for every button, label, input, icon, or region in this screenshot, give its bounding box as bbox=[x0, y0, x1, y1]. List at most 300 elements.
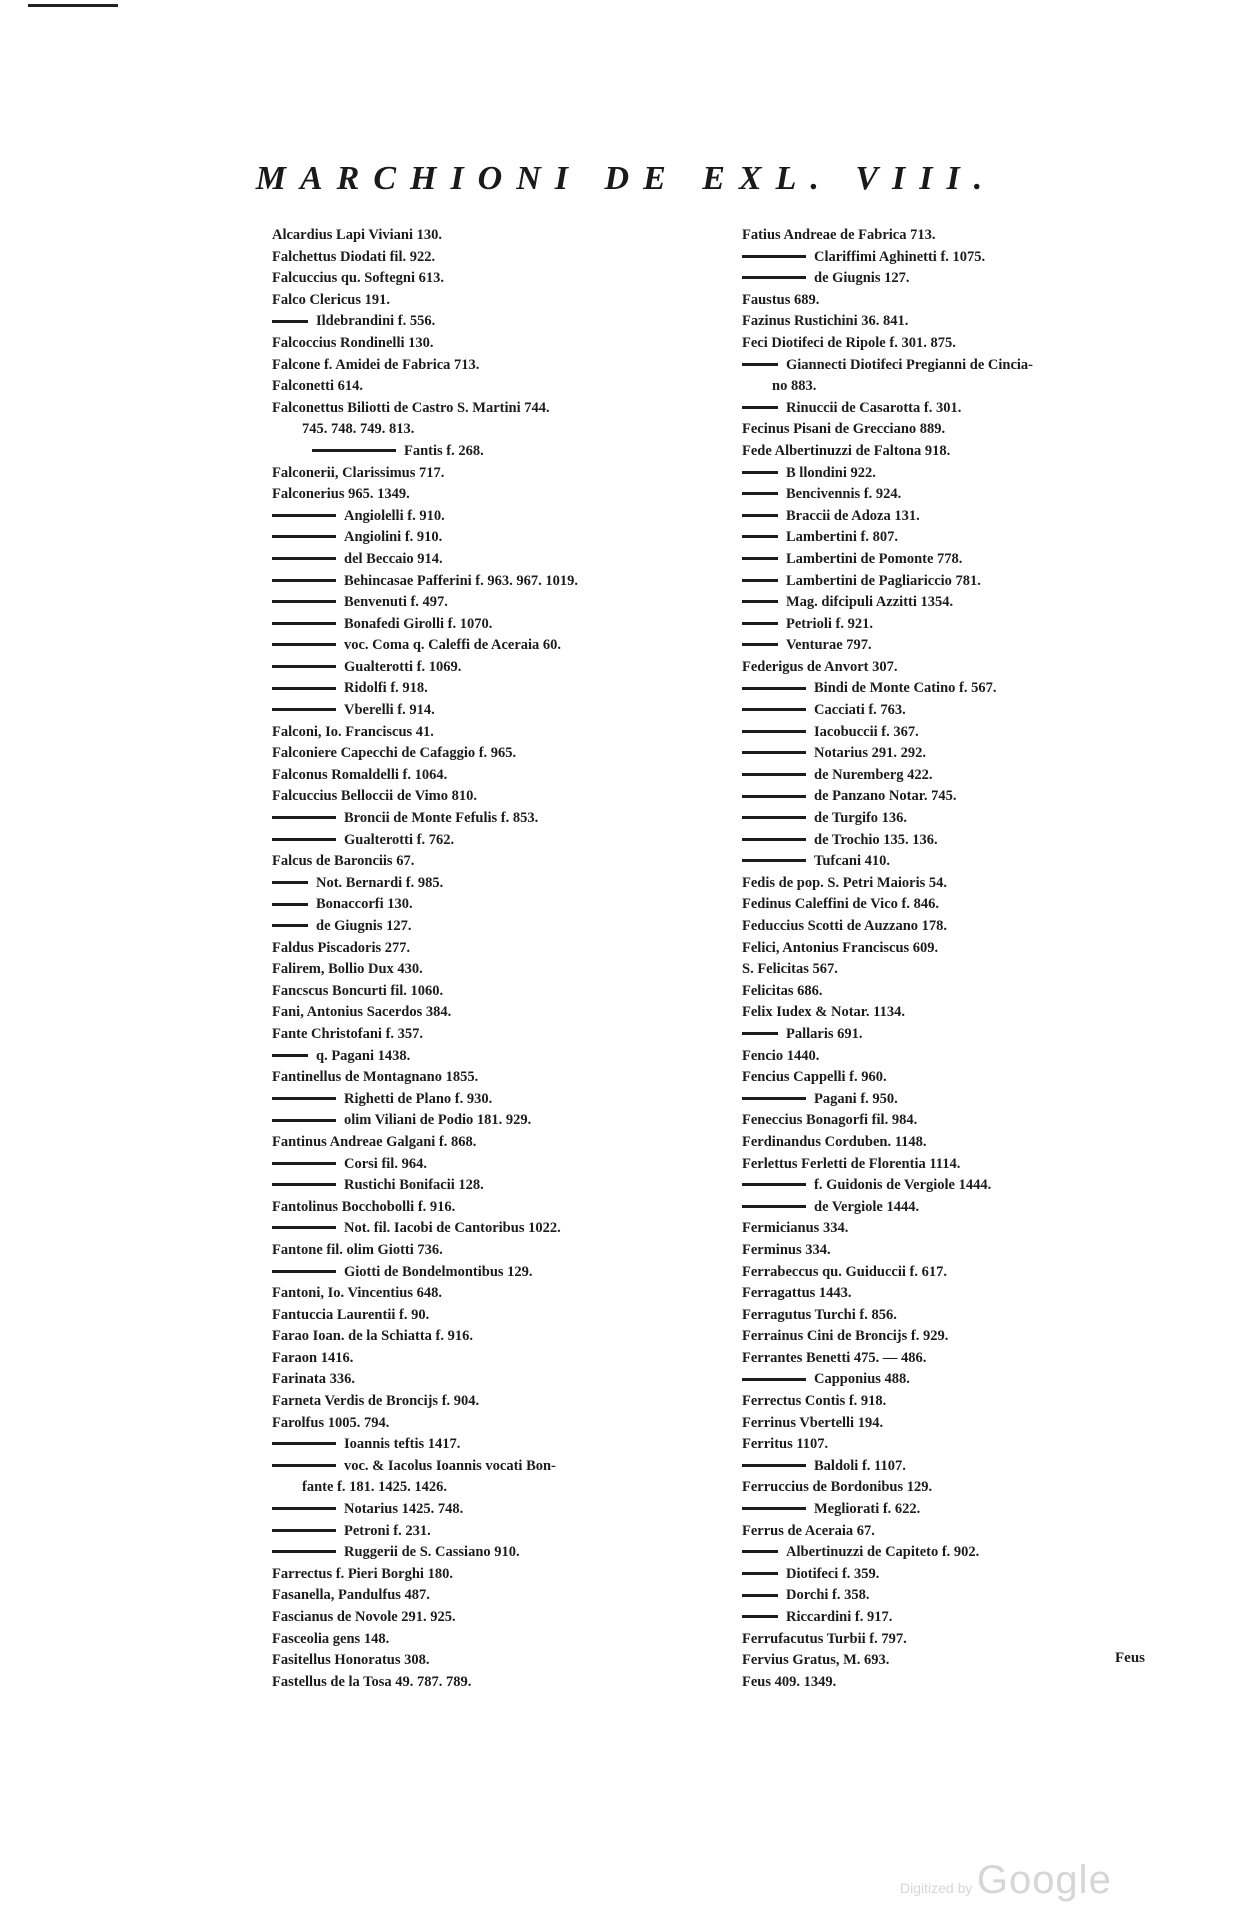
ditto-dash bbox=[742, 276, 806, 279]
ditto-dash bbox=[742, 406, 778, 409]
ditto-dash bbox=[272, 1270, 336, 1273]
index-entry-text: f. Guidonis de Vergiole 1444. bbox=[814, 1177, 992, 1194]
index-entry bbox=[742, 355, 1142, 377]
index-entry-text: Ferragutus Turchi f. 856. bbox=[742, 1306, 897, 1323]
index-entry bbox=[272, 786, 742, 808]
ditto-dash bbox=[742, 1464, 806, 1467]
index-entry bbox=[272, 1240, 742, 1262]
index-entry-text: Fantis f. 268. bbox=[404, 442, 484, 459]
index-entry bbox=[272, 916, 742, 938]
index-entry-text: de Vergiole 1444. bbox=[814, 1198, 920, 1215]
ditto-dash bbox=[272, 1550, 336, 1553]
index-entry bbox=[272, 678, 742, 700]
index-entry bbox=[742, 571, 1142, 593]
top-rule bbox=[28, 4, 118, 7]
index-entry-text: Righetti de Plano f. 930. bbox=[344, 1090, 493, 1107]
index-entry bbox=[742, 1456, 1142, 1478]
index-entry bbox=[272, 1456, 742, 1478]
index-entry bbox=[272, 419, 742, 441]
index-entry-text: Angiolini f. 910. bbox=[344, 529, 443, 546]
index-entry-text: Ferrainus Cini de Broncijs f. 929. bbox=[742, 1328, 949, 1345]
index-entry-text: Gualterotti f. 762. bbox=[344, 831, 455, 848]
index-entry bbox=[742, 463, 1142, 485]
ditto-dash bbox=[742, 600, 778, 603]
index-entry-text: Falcus de Baronciis 67. bbox=[272, 853, 415, 870]
index-entry-text: Fantinellus de Montagnano 1855. bbox=[272, 1069, 479, 1086]
index-entry-text: Fancscus Boncurti fil. 1060. bbox=[272, 982, 444, 999]
ditto-dash bbox=[742, 730, 806, 733]
index-entry-text: Falconetti 614. bbox=[272, 378, 364, 395]
index-entry-text: Fede Albertinuzzi de Faltona 918. bbox=[742, 442, 951, 459]
index-entry-text: Notarius 291. 292. bbox=[814, 745, 926, 762]
ditto-dash bbox=[742, 838, 806, 841]
index-entry-text: Albertinuzzi de Capiteto f. 902. bbox=[786, 1544, 980, 1561]
index-entry-text: Fazinus Rustichini 36. 841. bbox=[742, 313, 909, 330]
index-entry bbox=[272, 700, 742, 722]
index-entry-text: Ferlettus Ferletti de Florentia 1114. bbox=[742, 1155, 961, 1172]
index-entry-text: Ferrabeccus qu. Guiduccii f. 617. bbox=[742, 1263, 948, 1280]
index-entry bbox=[742, 1672, 1142, 1694]
index-entry-text: Rinuccii de Casarotta f. 301. bbox=[786, 399, 962, 416]
index-entry bbox=[742, 1477, 1142, 1499]
ditto-dash bbox=[272, 838, 336, 841]
index-entry-text: de Giugnis 127. bbox=[316, 918, 412, 934]
ditto-dash bbox=[742, 1378, 806, 1381]
index-entry-text: de Turgifo 136. bbox=[814, 810, 908, 827]
index-entry bbox=[742, 506, 1142, 528]
index-entry bbox=[272, 527, 742, 549]
ditto-dash bbox=[272, 320, 308, 323]
index-entry bbox=[742, 1348, 1142, 1370]
index-entry bbox=[272, 722, 742, 744]
ditto-dash bbox=[742, 471, 778, 474]
index-entry-text: Ridolfi f. 918. bbox=[344, 680, 428, 697]
ditto-dash bbox=[272, 622, 336, 625]
index-entry-text: Bindi de Monte Catino f. 567. bbox=[814, 680, 997, 697]
index-entry-text: fante f. 181. 1425. 1426. bbox=[302, 1479, 447, 1496]
index-entry-text: Farao Ioan. de la Schiatta f. 916. bbox=[272, 1328, 473, 1345]
index-entry bbox=[272, 549, 742, 571]
index-entry-text: Ferrus de Aceraia 67. bbox=[742, 1522, 875, 1539]
index-entry-text: Venturae 797. bbox=[786, 637, 872, 654]
ditto-dash bbox=[272, 643, 336, 646]
index-entry bbox=[272, 1326, 742, 1348]
index-entry bbox=[742, 1305, 1142, 1327]
index-entry bbox=[742, 1521, 1142, 1543]
watermark bbox=[900, 1858, 1112, 1903]
index-entry-text: Fantinus Andreae Galgani f. 868. bbox=[272, 1133, 477, 1150]
index-entry bbox=[272, 614, 742, 636]
index-entry bbox=[742, 1499, 1142, 1521]
index-entry bbox=[742, 894, 1142, 916]
index-entry-text: Falconerius 965. 1349. bbox=[272, 486, 410, 503]
ditto-dash bbox=[272, 600, 336, 603]
index-entry bbox=[272, 657, 742, 679]
index-entry-text: Riccardini f. 917. bbox=[786, 1609, 893, 1625]
index-entry bbox=[742, 938, 1142, 960]
index-entry-text: Alcardius Lapi Viviani 130. bbox=[272, 227, 443, 243]
index-entry-text: Felicitas 686. bbox=[742, 982, 823, 999]
index-entry bbox=[742, 678, 1142, 700]
index-entry-text: Cacciati f. 763. bbox=[814, 702, 906, 719]
index-entry-text: Fencio 1440. bbox=[742, 1047, 820, 1064]
index-entry-text: Megliorati f. 622. bbox=[814, 1501, 921, 1518]
index-entry-text: Falconus Romaldelli f. 1064. bbox=[272, 766, 448, 783]
index-entry bbox=[272, 268, 742, 290]
ditto-dash bbox=[742, 492, 778, 495]
index-entry bbox=[272, 1218, 742, 1240]
index-entry-text: Ildebrandini f. 556. bbox=[316, 313, 436, 330]
index-entry bbox=[742, 1154, 1142, 1176]
index-entry-text: Falcoccius Rondinelli 130. bbox=[272, 334, 434, 351]
index-entry-text: Clariffimi Aghinetti f. 1075. bbox=[814, 248, 986, 265]
index-entry-text: Feduccius Scotti de Auzzano 178. bbox=[742, 918, 948, 934]
page-heading: MARCHIONI DE EXL. VIII. bbox=[255, 160, 997, 197]
index-entry-text: Fantolinus Bocchobolli f. 916. bbox=[272, 1198, 456, 1215]
index-entry-text: q. Pagani 1438. bbox=[316, 1047, 411, 1064]
ditto-dash bbox=[742, 1183, 806, 1186]
index-entry bbox=[272, 1391, 742, 1413]
index-entry-text: Fedis de pop. S. Petri Maioris 54. bbox=[742, 874, 948, 891]
index-entry bbox=[742, 484, 1142, 506]
index-entry-text: Baldoli f. 1107. bbox=[814, 1457, 906, 1474]
index-entry bbox=[742, 1262, 1142, 1284]
index-entry bbox=[272, 765, 742, 787]
index-entry bbox=[742, 765, 1142, 787]
index-entry-text: Falcuccius qu. Softegni 613. bbox=[272, 270, 444, 287]
index-entry bbox=[742, 398, 1142, 420]
index-entry bbox=[742, 376, 1142, 398]
ditto-dash bbox=[272, 816, 336, 819]
index-entry bbox=[742, 290, 1142, 312]
index-entry-text: de Panzano Notar. 745. bbox=[814, 788, 957, 805]
ditto-dash bbox=[742, 1032, 778, 1035]
index-entry bbox=[742, 1326, 1142, 1348]
index-entry-text: no 883. bbox=[772, 378, 817, 395]
index-entry bbox=[272, 808, 742, 830]
index-entry bbox=[742, 1067, 1142, 1089]
ditto-dash bbox=[272, 687, 336, 690]
ditto-dash bbox=[742, 859, 806, 862]
ditto-dash bbox=[272, 1097, 336, 1100]
index-entry bbox=[272, 1110, 742, 1132]
index-entry-text: de Nuremberg 422. bbox=[814, 766, 933, 783]
index-entry-text: Petroni f. 231. bbox=[344, 1522, 431, 1539]
index-entry-text: Federigus de Anvort 307. bbox=[742, 658, 898, 675]
ditto-dash bbox=[742, 1594, 778, 1597]
index-entry bbox=[272, 1564, 742, 1586]
index-entry bbox=[742, 1089, 1142, 1111]
ditto-dash bbox=[742, 751, 806, 754]
ditto-dash bbox=[742, 363, 778, 366]
index-entry-text: de Trochio 135. 136. bbox=[814, 831, 938, 848]
ditto-dash bbox=[272, 1054, 308, 1057]
index-entry bbox=[742, 333, 1142, 355]
index-entry bbox=[272, 355, 742, 377]
index-entry-text: Feci Diotifeci de Ripole f. 301. 875. bbox=[742, 334, 956, 351]
index-entry bbox=[272, 247, 742, 269]
index-entry bbox=[272, 1672, 742, 1694]
ditto-dash bbox=[742, 1507, 806, 1510]
ditto-dash bbox=[742, 687, 806, 690]
index-entry bbox=[742, 700, 1142, 722]
index-entry bbox=[742, 1585, 1142, 1607]
index-entry bbox=[272, 1305, 742, 1327]
index-entry-text: Not. Bernardi f. 985. bbox=[316, 874, 444, 891]
index-entry bbox=[272, 1650, 742, 1672]
index-entry bbox=[742, 1197, 1142, 1219]
index-entry bbox=[742, 225, 1142, 247]
index-entry bbox=[272, 1521, 742, 1543]
index-entry-text: Ferragattus 1443. bbox=[742, 1285, 852, 1302]
index-column-left bbox=[272, 225, 742, 1693]
index-entry-text: Feus 409. 1349. bbox=[742, 1673, 837, 1690]
index-entry bbox=[272, 592, 742, 614]
index-entry-text: Ferdinandus Corduben. 1148. bbox=[742, 1133, 927, 1150]
index-entry-text: Falchettus Diodati fil. 922. bbox=[272, 248, 436, 265]
index-entry-text: de Giugnis 127. bbox=[814, 270, 910, 287]
ditto-dash bbox=[742, 1097, 806, 1100]
index-entry-text: del Beccaio 914. bbox=[344, 550, 443, 567]
index-entry bbox=[272, 398, 742, 420]
index-entry-text: Diotifeci f. 359. bbox=[786, 1565, 880, 1582]
index-entry bbox=[272, 463, 742, 485]
ditto-dash bbox=[272, 1464, 336, 1467]
index-entry bbox=[742, 808, 1142, 830]
index-entry-text: voc. Coma q. Caleffi de Aceraia 60. bbox=[344, 637, 562, 654]
index-entry bbox=[272, 894, 742, 916]
index-entry bbox=[272, 873, 742, 895]
index-entry-text: Feneccius Bonagorfi fil. 984. bbox=[742, 1112, 918, 1129]
index-entry bbox=[272, 1089, 742, 1111]
ditto-dash bbox=[272, 514, 336, 517]
index-entry bbox=[742, 1542, 1142, 1564]
index-entry-text: 745. 748. 749. 813. bbox=[302, 421, 415, 438]
index-entry bbox=[272, 1024, 742, 1046]
index-entry bbox=[272, 1607, 742, 1629]
index-entry bbox=[742, 1002, 1142, 1024]
index-entry-text: Giotti de Bondelmontibus 129. bbox=[344, 1263, 533, 1280]
index-entry-text: Ferrinus Vbertelli 194. bbox=[742, 1414, 884, 1431]
index-entry-text: Farinata 336. bbox=[272, 1371, 355, 1388]
index-entry bbox=[742, 657, 1142, 679]
ditto-dash bbox=[742, 579, 778, 582]
index-entry bbox=[742, 1218, 1142, 1240]
index-entry bbox=[272, 1046, 742, 1068]
index-entry bbox=[742, 1024, 1142, 1046]
index-entry bbox=[742, 959, 1142, 981]
catchword: Feus bbox=[1115, 1650, 1145, 1666]
index-entry-text: Falirem, Bollio Dux 430. bbox=[272, 961, 423, 978]
index-entry-text: Falconettus Biliotti de Castro S. Martini 744. bbox=[272, 399, 550, 416]
index-entry bbox=[742, 1607, 1142, 1629]
index-entry bbox=[742, 873, 1142, 895]
index-entry bbox=[272, 1413, 742, 1435]
index-entry bbox=[742, 1629, 1142, 1651]
ditto-dash bbox=[742, 708, 806, 711]
ditto-dash bbox=[742, 773, 806, 776]
index-entry bbox=[272, 333, 742, 355]
index-entry-text: Pagani f. 950. bbox=[814, 1090, 898, 1107]
index-entry bbox=[742, 916, 1142, 938]
index-entry-text: Farolfus 1005. 794. bbox=[272, 1414, 390, 1431]
index-entry bbox=[272, 830, 742, 852]
index-entry bbox=[272, 1002, 742, 1024]
index-entry-text: Iacobuccii f. 367. bbox=[814, 723, 919, 740]
index-entry bbox=[272, 311, 742, 333]
index-entry-text: Fani, Antonius Sacerdos 384. bbox=[272, 1004, 452, 1021]
index-entry-text: Fencius Cappelli f. 960. bbox=[742, 1069, 887, 1086]
index-entry bbox=[272, 1154, 742, 1176]
index-entry bbox=[272, 938, 742, 960]
index-entry bbox=[272, 1197, 742, 1219]
index-entry-text: Pallaris 691. bbox=[786, 1025, 863, 1042]
index-entry bbox=[742, 1046, 1142, 1068]
index-entry bbox=[272, 571, 742, 593]
index-entry-text: voc. & Iacolus Ioannis vocati Bon- bbox=[344, 1457, 556, 1474]
ditto-dash bbox=[742, 1615, 778, 1618]
index-entry bbox=[742, 743, 1142, 765]
index-entry-text: S. Felicitas 567. bbox=[742, 961, 838, 978]
ditto-dash bbox=[272, 924, 308, 927]
index-entry-text: Bonafedi Girolli f. 1070. bbox=[344, 615, 493, 632]
index-entry-text: Ferrectus Contis f. 918. bbox=[742, 1393, 887, 1410]
index-entry-text: Fasitellus Honoratus 308. bbox=[272, 1652, 430, 1669]
index-entry-text: Falcuccius Belloccii de Vimo 810. bbox=[272, 788, 477, 805]
index-entry bbox=[272, 1262, 742, 1284]
ditto-dash bbox=[272, 1529, 336, 1532]
index-entry-text: Fastellus de la Tosa 49. 787. 789. bbox=[272, 1673, 472, 1690]
index-entry-text: Fervius Gratus, M. 693. bbox=[742, 1652, 890, 1669]
index-entry-text: Broncii de Monte Fefulis f. 853. bbox=[344, 810, 539, 827]
index-entry bbox=[272, 1629, 742, 1651]
index-entry-text: Fante Christofani f. 357. bbox=[272, 1025, 424, 1042]
index-entry-text: Fasanella, Pandulfus 487. bbox=[272, 1587, 430, 1604]
index-entry-text: Ferminus 334. bbox=[742, 1241, 831, 1258]
index-entry bbox=[742, 1564, 1142, 1586]
ditto-dash bbox=[272, 535, 336, 538]
ditto-dash bbox=[742, 643, 778, 646]
index-entry-text: Bencivennis f. 924. bbox=[786, 486, 902, 503]
ditto-dash bbox=[742, 1550, 778, 1553]
index-entry bbox=[272, 1585, 742, 1607]
index-entry-text: Capponius 488. bbox=[814, 1371, 910, 1388]
index-entry-text: Faraon 1416. bbox=[272, 1349, 354, 1366]
index-entry-text: Fatius Andreae de Fabrica 713. bbox=[742, 227, 936, 243]
ditto-dash bbox=[312, 449, 396, 452]
index-entry bbox=[742, 441, 1142, 463]
index-entry-text: Falconerii, Clarissimus 717. bbox=[272, 464, 445, 481]
index-entry bbox=[742, 1413, 1142, 1435]
index-entry-text: Ferrufacutus Turbii f. 797. bbox=[742, 1630, 907, 1647]
index-entry-text: Fecinus Pisani de Grecciano 889. bbox=[742, 421, 946, 438]
index-entry-text: Falconi, Io. Franciscus 41. bbox=[272, 723, 434, 740]
index-entry-text: Fantone fil. olim Giotti 736. bbox=[272, 1241, 443, 1258]
index-entry-text: Lambertini de Pomonte 778. bbox=[786, 550, 963, 567]
index-entry bbox=[742, 311, 1142, 333]
index-entry bbox=[742, 614, 1142, 636]
index-entry-text: Behincasae Pafferini f. 963. 967. 1019. bbox=[344, 572, 578, 589]
index-entry-text: Ioannis teftis 1417. bbox=[344, 1436, 461, 1453]
index-entry bbox=[742, 635, 1142, 657]
index-entry-text: Faustus 689. bbox=[742, 291, 820, 308]
index-entry bbox=[742, 1283, 1142, 1305]
index-entry-text: Gualterotti f. 1069. bbox=[344, 658, 462, 675]
ditto-dash bbox=[272, 708, 336, 711]
ditto-dash bbox=[272, 579, 336, 582]
ditto-dash bbox=[742, 535, 778, 538]
index-entry bbox=[272, 1348, 742, 1370]
ditto-dash bbox=[272, 1226, 336, 1229]
ditto-dash bbox=[272, 557, 336, 560]
index-entry-text: Fasceolia gens 148. bbox=[272, 1630, 390, 1647]
index-entry-text: Lambertini de Pagliariccio 781. bbox=[786, 572, 981, 589]
index-entry-text: Farneta Verdis de Broncijs f. 904. bbox=[272, 1393, 480, 1410]
ditto-dash bbox=[272, 1162, 336, 1165]
index-entry bbox=[742, 981, 1142, 1003]
index-entry bbox=[272, 1283, 742, 1305]
index-entry-text: Fantuccia Laurentii f. 90. bbox=[272, 1306, 430, 1323]
index-entry-text: Fedinus Caleffini de Vico f. 846. bbox=[742, 896, 939, 913]
ditto-dash bbox=[742, 557, 778, 560]
ditto-dash bbox=[742, 622, 778, 625]
index-entry-text: Fascianus de Novole 291. 925. bbox=[272, 1609, 456, 1625]
index-entry bbox=[272, 1434, 742, 1456]
index-entry bbox=[272, 441, 742, 463]
index-entry bbox=[272, 981, 742, 1003]
index-entry-text: Tufcani 410. bbox=[814, 853, 891, 870]
index-entry-text: Corsi fil. 964. bbox=[344, 1155, 427, 1172]
index-entry-text: Giannecti Diotifeci Pregianni de Cincia- bbox=[786, 356, 1034, 373]
watermark-prefix: Digitized by bbox=[900, 1880, 973, 1896]
index-entry-text: Felix Iudex & Notar. 1134. bbox=[742, 1004, 905, 1021]
index-entry bbox=[272, 635, 742, 657]
index-entry bbox=[742, 786, 1142, 808]
index-entry-text: Falco Clericus 191. bbox=[272, 291, 390, 308]
index-entry-text: Ferrantes Benetti 475. — 486. bbox=[742, 1349, 927, 1366]
ditto-dash bbox=[742, 816, 806, 819]
ditto-dash bbox=[272, 1119, 336, 1122]
index-entry-text: B llondini 922. bbox=[786, 464, 876, 481]
index-entry-text: Ferruccius de Bordonibus 129. bbox=[742, 1479, 933, 1496]
index-entry bbox=[742, 722, 1142, 744]
index-entry bbox=[742, 1110, 1142, 1132]
ditto-dash bbox=[742, 795, 806, 798]
index-entry bbox=[272, 1175, 742, 1197]
ditto-dash bbox=[272, 881, 308, 884]
index-entry bbox=[272, 1132, 742, 1154]
index-entry bbox=[742, 1132, 1142, 1154]
index-entry-text: Mag. difcipuli Azzitti 1354. bbox=[786, 594, 954, 611]
index-entry bbox=[742, 527, 1142, 549]
index-entry-text: Benvenuti f. 497. bbox=[344, 594, 448, 611]
index-column-right bbox=[742, 225, 1142, 1693]
index-entry-text: Ferritus 1107. bbox=[742, 1436, 829, 1453]
ditto-dash bbox=[742, 255, 806, 258]
ditto-dash bbox=[272, 1183, 336, 1186]
index-entry bbox=[272, 743, 742, 765]
index-entry-text: Rustichi Bonifacii 128. bbox=[344, 1177, 484, 1194]
index-entry-text: Faldus Piscadoris 277. bbox=[272, 939, 411, 956]
index-entry bbox=[272, 225, 742, 247]
index-entry bbox=[272, 506, 742, 528]
index-entry bbox=[272, 1369, 742, 1391]
index-entry-text: Lambertini f. 807. bbox=[786, 529, 898, 546]
index-entry-text: Braccii de Adoza 131. bbox=[786, 507, 920, 524]
index-entry-text: Petrioli f. 921. bbox=[786, 615, 873, 632]
index-entry-text: Ruggerii de S. Cassiano 910. bbox=[344, 1544, 520, 1561]
index-entry bbox=[272, 1499, 742, 1521]
